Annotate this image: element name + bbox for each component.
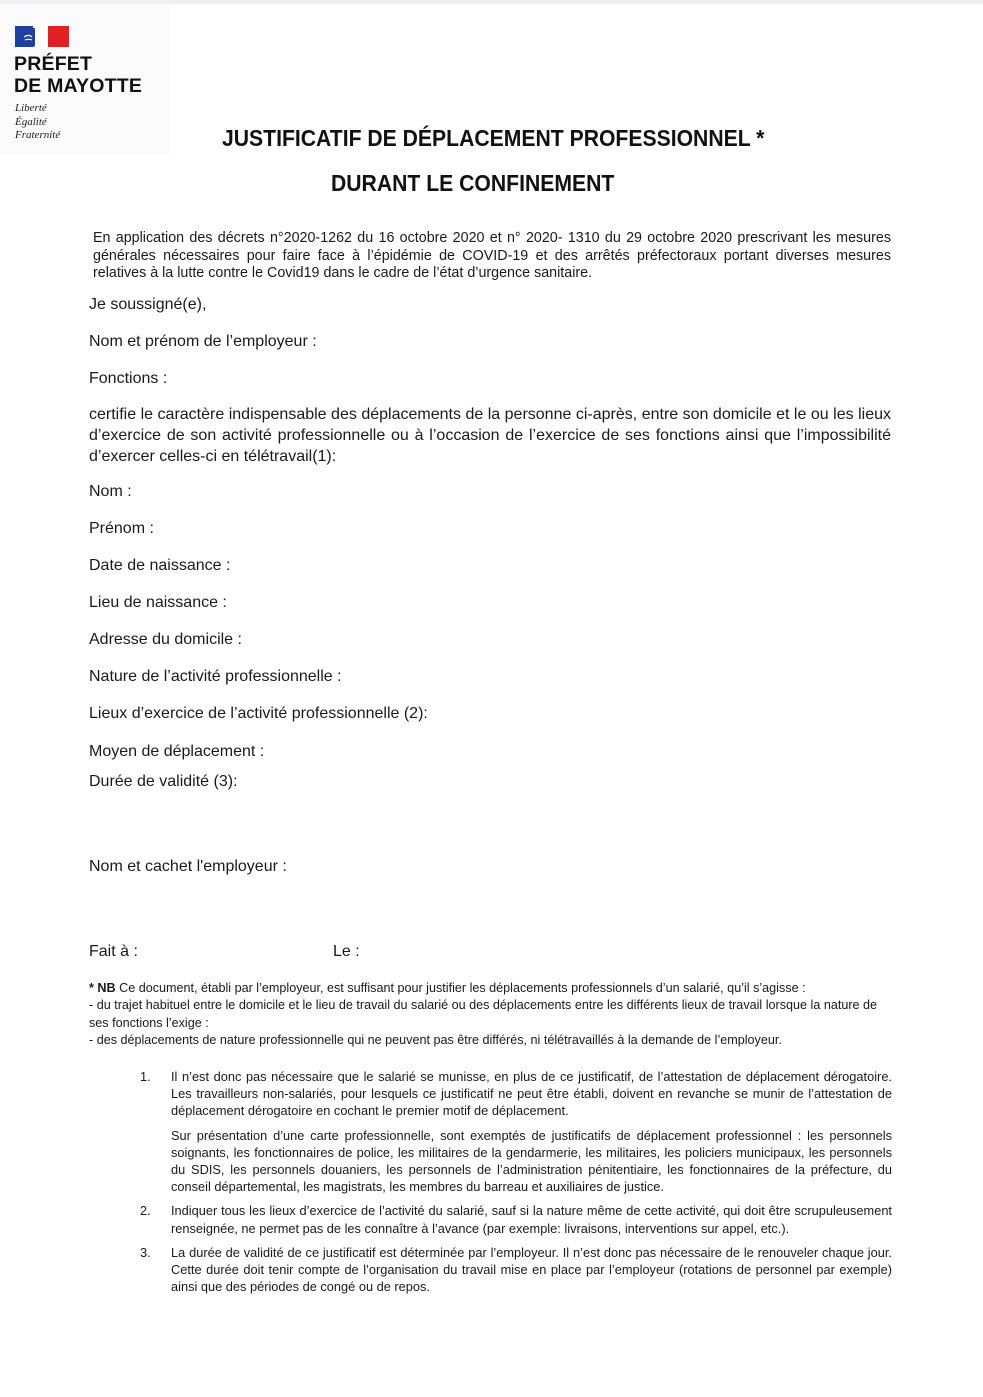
birth-place-field[interactable]: Lieu de naissance :	[89, 594, 227, 611]
validity-duration-field[interactable]: Durée de validité (3):	[89, 773, 238, 790]
employee-last-name-field[interactable]: Nom :	[89, 483, 132, 500]
logo-title-line2: DE MAYOTTE	[14, 75, 143, 97]
employer-stamp-field[interactable]: Nom et cachet l'employeur :	[89, 858, 287, 875]
motto-fraternite: Fraternité	[15, 129, 61, 141]
note-number: 3.	[140, 1244, 151, 1260]
place-field[interactable]: Fait à :	[89, 943, 138, 960]
nb-text: Ce document, établi par l’employeur, est suffisant pour justifier les déplacements professionnels d’un salarié, qu’il s’agisse :	[115, 981, 806, 995]
nb-bullet: - du trajet habituel entre le domicile et le lieu de travail du salarié ou des déplacements entre les différents lieux de travail lorsque la nature de ses fonctions l’exige :	[89, 998, 878, 1030]
date-field[interactable]: Le :	[333, 943, 360, 960]
note-item	[140, 1068, 892, 1195]
employer-functions-field[interactable]: Fonctions :	[89, 370, 168, 387]
employer-name-field[interactable]: Nom et prénom de l’employeur :	[89, 333, 317, 350]
nb-prefix: * NB	[89, 981, 116, 995]
motto-liberte: Liberté	[15, 102, 47, 114]
republic-motto	[15, 102, 60, 143]
note-item	[140, 1202, 892, 1236]
note-text: Indiquer tous les lieux d’exercice de l’activité du salarié, sauf si la nature même de cette activité, qui doit être scrupuleusement renseignée, ne permet pas de les connaître à l’avance (par exemple: livraisons, interventions sur appel, etc.).	[171, 1203, 892, 1236]
nb-footnote	[89, 980, 889, 1049]
employee-first-name-field[interactable]: Prénom :	[89, 520, 154, 537]
certification-statement: certifie le caractère indispensable des déplacements de la personne ci-après, entre son domicile et le ou les lieux d’exercice de son activité professionnelle ou à l’occasion de l’exercice de ses fonctions ainsi que l’impossibilité d’exercer celles-ci en télétravail(1):	[89, 406, 891, 465]
note-number: 2.	[140, 1203, 151, 1219]
birth-date-field[interactable]: Date de naissance :	[89, 557, 231, 574]
motto-egalite: Égalité	[15, 115, 47, 128]
note-number: 1.	[140, 1069, 151, 1084]
note-text: La durée de validité de ce justificatif est déterminée par l’employeur. Il n’est donc pas nécessaire de le renouveler chaque jour. Cette durée doit tenir compte de l’organisation du travail mise en place par l’employeur (rotations de personnel par exemple) ainsi que des périodes de congé ou de repos.	[171, 1244, 892, 1295]
nb-bullet: - des déplacements de nature professionnelle qui ne peuvent pas être différés, ni télétravaillés à la demande de l’employeur.	[89, 1032, 782, 1047]
prefecture-name	[14, 53, 142, 97]
prefecture-logo	[0, 4, 170, 154]
home-address-field[interactable]: Adresse du domicile :	[89, 631, 242, 648]
logo-title-line1: PRÉFET	[14, 53, 93, 75]
marianne-flag-icon	[15, 26, 69, 47]
note-text: Sur présentation d’une carte professionnelle, sont exemptés de justificatifs de déplacement professionnel : les personnels soignants, les fonctionnaires de police, les militaires de la gendarmerie, les militaires, les policiers municipaux, les personnels du SDIS, les personnels douaniers, les personnels de l’administration pénitentiaire, les fonctionnaires de la préfecture, du conseil départemental, les magistrats, les membres du barreau et auxiliaires de justice.	[171, 1127, 892, 1195]
document-title: JUSTIFICATIF DE DÉPLACEMENT PROFESSIONNEL *	[222, 125, 765, 151]
note-text: Il n’est donc pas nécessaire que le salarié se munisse, en plus de ce justificatif, de l’attestation de déplacement dérogatoire. Les travailleurs non-salariés, pour lesquels ce justificatif ne peut être établi, doivent en revanche se munir de l’attestation de déplacement dérogatoire en cochant le premier motif de déplacement.	[171, 1069, 892, 1119]
work-locations-field[interactable]: Lieux d’exercice de l’activité professionnelle (2):	[89, 705, 428, 722]
note-item	[140, 1244, 892, 1296]
undersigned-label: Je soussigné(e),	[89, 296, 207, 313]
nb-intro	[89, 980, 889, 997]
transport-mode-field[interactable]: Moyen de déplacement :	[89, 743, 265, 760]
legal-preamble: En application des décrets n°2020-1262 du 16 octobre 2020 et n° 2020- 1310 du 29 octobre 2020 prescrivant les mesures générales nécessaires pour faire face à l’épidémie de COVID-19 et des arrêtés préfectoraux portant diverses mesures relatives à la lutte contre le Covid19 dans le cadre de l’état d’urgence sanitaire.	[93, 230, 891, 281]
activity-nature-field[interactable]: Nature de l’activité professionnelle :	[89, 668, 342, 685]
document-subtitle: DURANT LE CONFINEMENT	[331, 170, 615, 196]
numbered-notes	[140, 1068, 892, 1302]
